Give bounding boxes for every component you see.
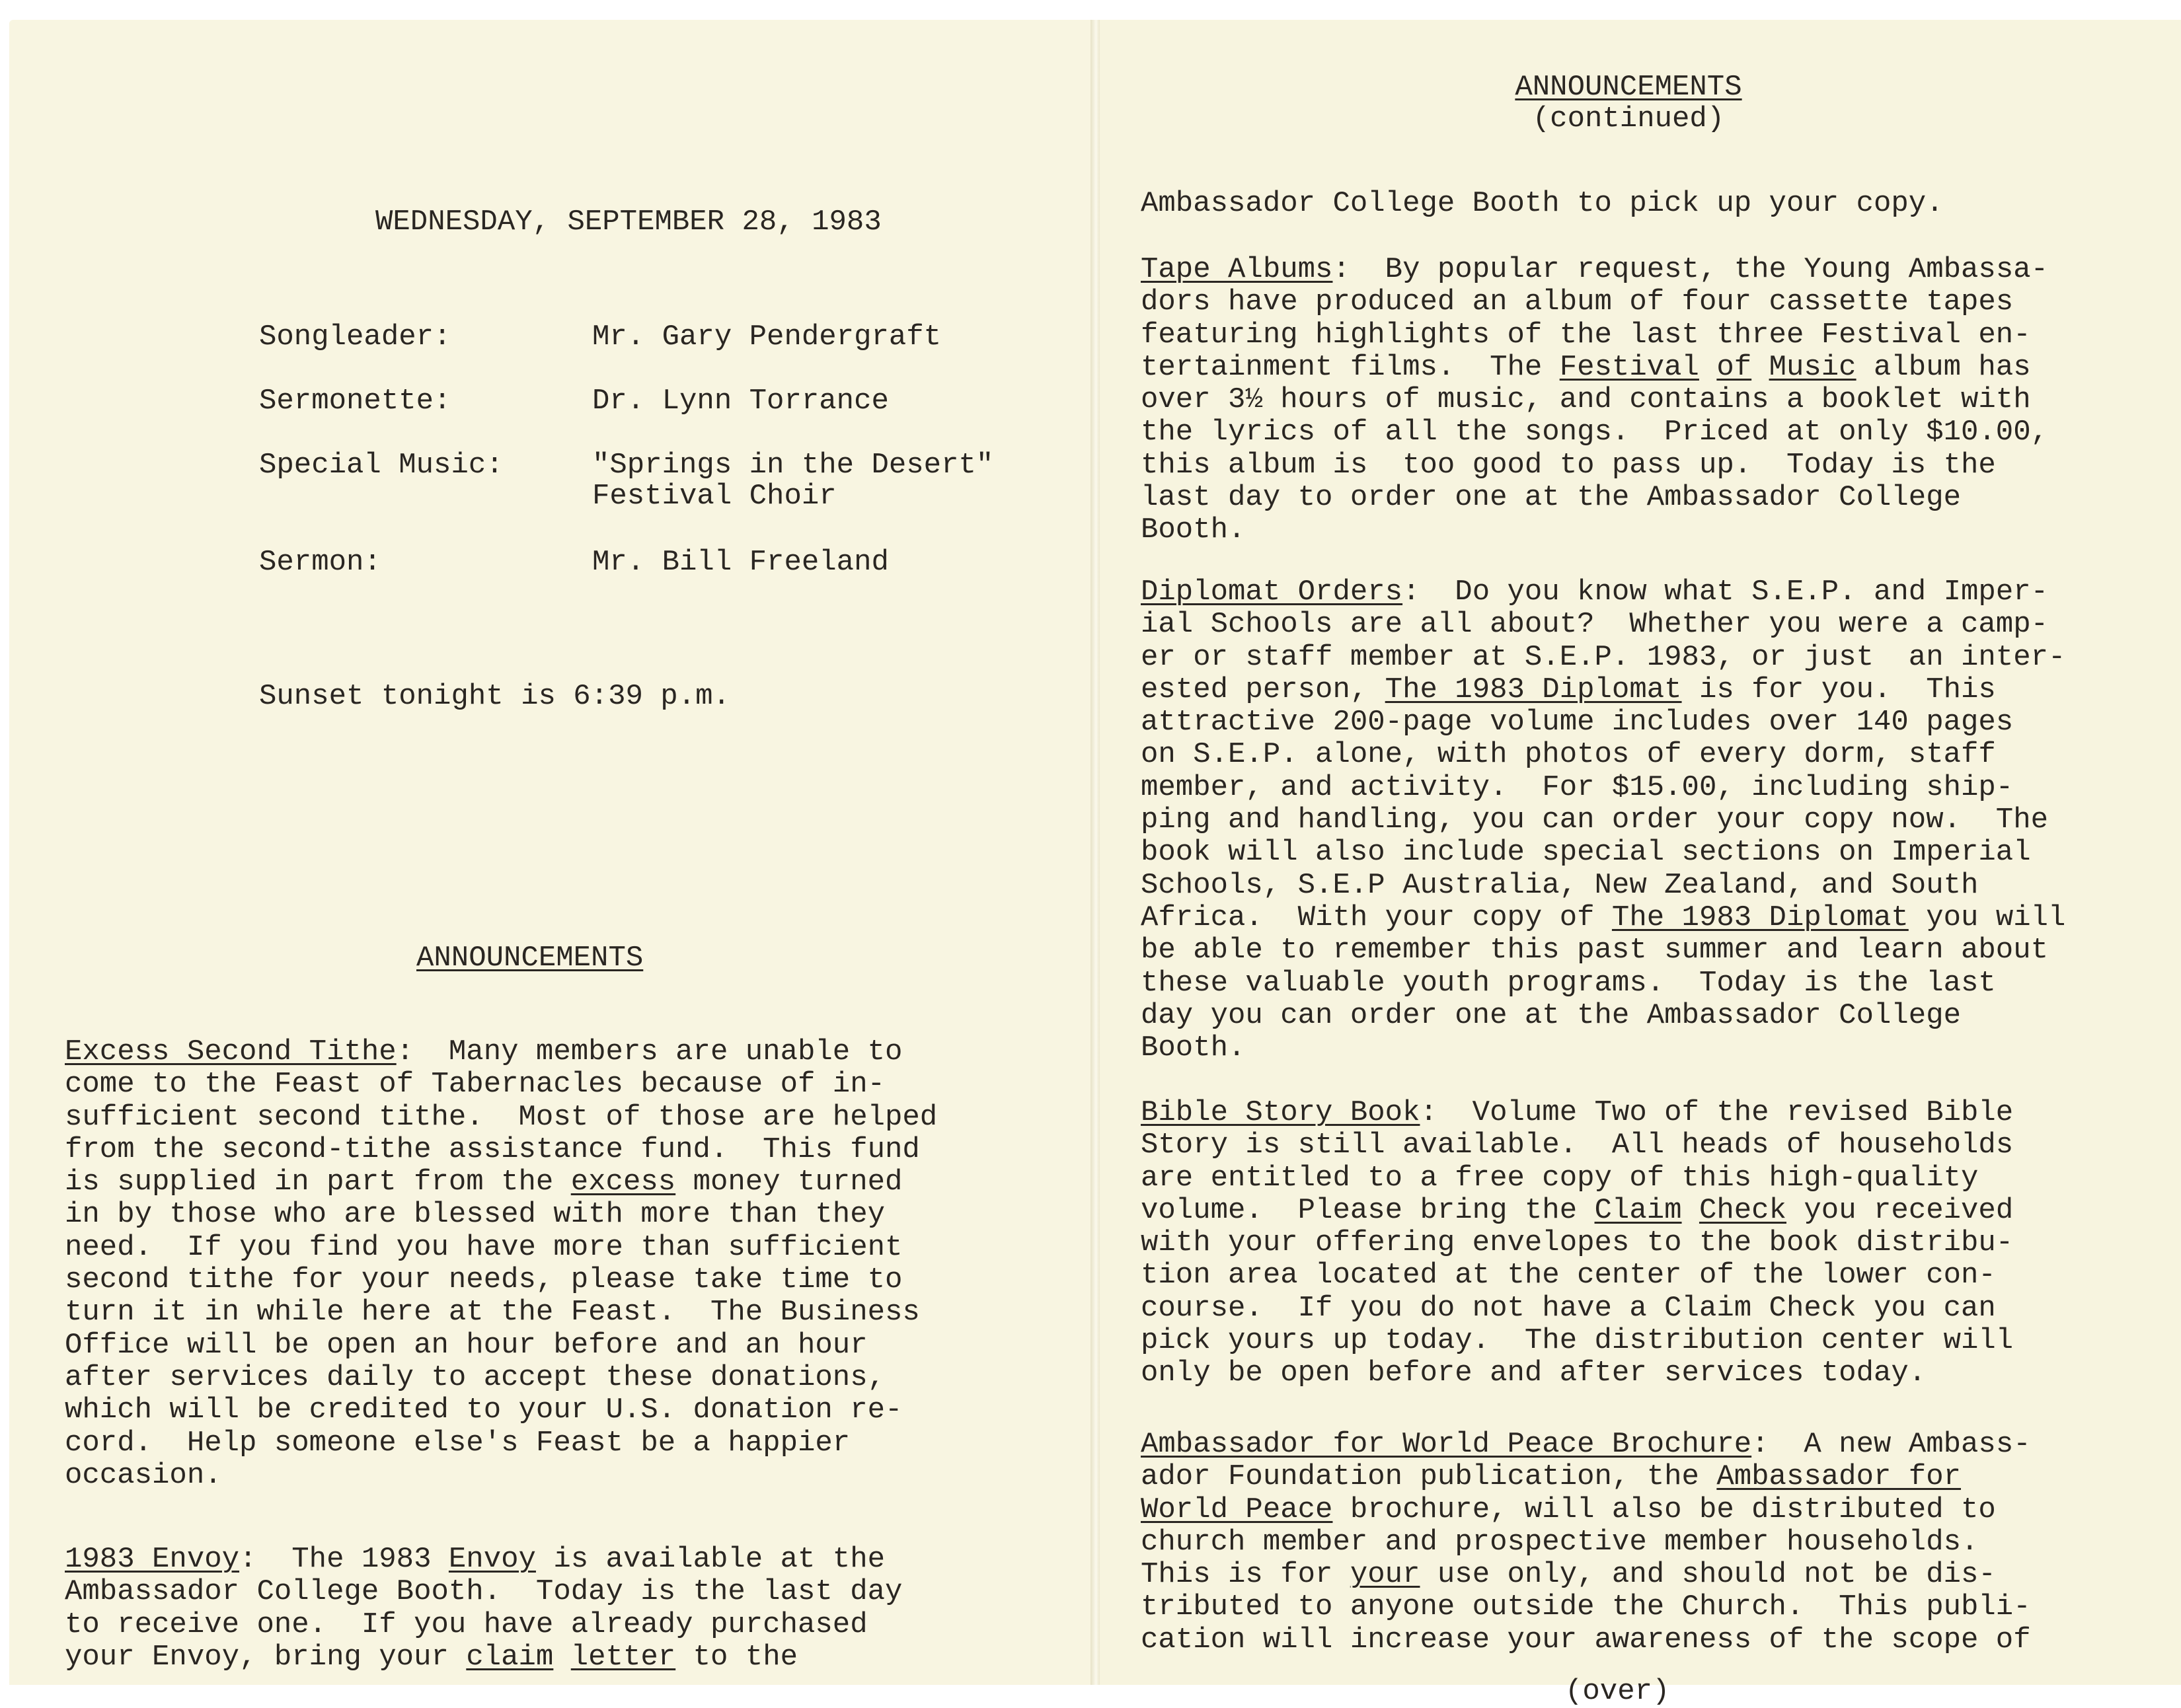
paragraph-line: This is for xyxy=(1141,1558,1350,1592)
program-value-special-music-performer: Festival Choir xyxy=(592,480,837,513)
paragraph-line: money turned xyxy=(675,1166,903,1199)
paragraph-line: you received xyxy=(1786,1193,2014,1227)
claim-word: Claim xyxy=(1594,1193,1682,1227)
paragraph-line: your Envoy, bring your xyxy=(65,1640,467,1674)
world-peace-brochure-paragraph xyxy=(1141,1429,2031,1656)
paragraph-line: sufficient second tithe. Most of those are helped xyxy=(65,1100,938,1134)
envoy-title: 1983 Envoy xyxy=(65,1543,240,1576)
paragraph-line: Schools, S.E.P Australia, New Zealand, and South xyxy=(1141,868,1979,902)
paragraph-line: : A new Ambass- xyxy=(1751,1428,2031,1461)
paragraph-line: be able to remember this past summer and learn about xyxy=(1141,934,2049,967)
letter-word: letter xyxy=(570,1640,676,1674)
paragraph-line: : Many members are unable to xyxy=(396,1035,903,1068)
paragraph-line: tributed to anyone outside the Church. This publi- xyxy=(1141,1590,2031,1624)
bible-story-book-title: Bible Story Book xyxy=(1141,1096,1420,1129)
tape-albums-paragraph xyxy=(1141,254,2048,547)
paragraph-line: are entitled to a free copy of this high-quality xyxy=(1141,1161,1979,1195)
paragraph-line: featuring highlights of the last three Festival en- xyxy=(1141,318,2031,352)
diplomat-book-title: The 1983 Diplomat xyxy=(1385,673,1682,706)
paragraph-line: member, and activity. For $15.00, including ship- xyxy=(1141,770,2014,804)
page-footer-over: (over) xyxy=(1565,1675,1670,1708)
paragraph-line: is for you. This xyxy=(1681,673,1996,706)
paragraph-line: Africa. With your copy of xyxy=(1141,901,1612,934)
paragraph-line: pick yours up today. The distribution center will xyxy=(1141,1324,2014,1358)
program-value-special-music: "Springs in the Desert" xyxy=(592,449,994,482)
paragraph-line: from the second-tithe assistance fund. This fund xyxy=(65,1132,920,1166)
paragraph-line: to receive one. If you have already purchased xyxy=(65,1608,868,1641)
paragraph-line: to the xyxy=(675,1640,798,1674)
paragraph-line: cord. Help someone else's Feast be a happier xyxy=(65,1426,851,1460)
paragraph-line: turn it in while here at the Feast. The Business xyxy=(65,1296,920,1329)
paragraph-line: cation will increase your awareness of the scope of xyxy=(1141,1623,2031,1656)
right-page xyxy=(1100,20,2181,1708)
paragraph-line: : By popular request, the Young Ambassa- xyxy=(1332,253,2049,286)
paragraph-line: after services daily to accept these donations, xyxy=(65,1360,886,1394)
paragraph-line: over 3½ hours of music, and contains a booklet with xyxy=(1141,383,2031,417)
paragraph-line: which will be credited to your U.S. donation re- xyxy=(65,1393,903,1427)
paragraph-line: : The 1983 xyxy=(239,1543,449,1576)
paragraph-line: you will xyxy=(1908,901,2066,934)
paragraph-line: ested person, xyxy=(1141,673,1385,706)
program-role-special-music: Special Music: xyxy=(259,449,504,482)
program-value-sermonette: Dr. Lynn Torrance xyxy=(592,385,889,418)
paragraph-line: these valuable youth programs. Today is the last xyxy=(1141,966,1996,1000)
program-role-sermonette: Sermonette: xyxy=(259,385,451,418)
date-heading: WEDNESDAY, SEPTEMBER 28, 1983 xyxy=(375,205,882,239)
program-role-sermon: Sermon: xyxy=(259,546,381,579)
paragraph-line: is available at the xyxy=(535,1543,886,1576)
check-word: Check xyxy=(1699,1193,1786,1227)
paragraph-line: day you can order one at the Ambassador College xyxy=(1141,998,1962,1032)
envoy-word: Envoy xyxy=(448,1543,536,1576)
paragraph-line: : Do you know what S.E.P. and Imper- xyxy=(1402,576,2049,609)
tape-albums-title: Tape Albums xyxy=(1141,253,1333,286)
paragraph-line: come to the Feast of Tabernacles because of in- xyxy=(65,1068,886,1101)
paragraph-line: last day to order one at the Ambassador College xyxy=(1141,481,1962,515)
paragraph-line: church member and prospective member households. xyxy=(1141,1525,1979,1559)
paragraph-line: volume. Please bring the xyxy=(1141,1193,1595,1227)
paragraph-line: need. If you find you have more than sufficient xyxy=(65,1230,903,1264)
paragraph-line: with your offering envelopes to the book distribu- xyxy=(1141,1226,2014,1260)
paragraph-line: course. If you do not have a Claim Check you can xyxy=(1141,1291,1996,1325)
paragraph-line: tion area located at the center of the lower con- xyxy=(1141,1259,1996,1292)
paragraph-line: is supplied in part from the xyxy=(65,1166,571,1199)
diplomat-orders-paragraph xyxy=(1141,576,2065,1064)
program-role-songleader: Songleader: xyxy=(259,320,451,353)
paragraph-line: : Volume Two of the revised Bible xyxy=(1420,1096,2014,1129)
right-heading-subtitle: (continued) xyxy=(1532,102,1725,135)
diplomat-book-title: The 1983 Diplomat xyxy=(1611,901,1909,934)
excess-word: excess xyxy=(570,1166,676,1199)
envoy-paragraph xyxy=(65,1543,902,1674)
paragraph-line: ping and handling, you can order your copy now. The xyxy=(1141,803,2049,837)
paragraph-line: attractive 200-page volume includes over 140 pages xyxy=(1141,706,2014,739)
excess-second-tithe-paragraph xyxy=(65,1036,937,1492)
paragraph-line: Booth. xyxy=(1141,513,1246,547)
paragraph-line: second tithe for your needs, please take time to xyxy=(65,1263,903,1297)
bible-story-book-paragraph xyxy=(1141,1097,2013,1390)
your-word: your xyxy=(1350,1558,1420,1592)
left-page xyxy=(9,20,1100,1685)
paragraph-line: dors have produced an album of four cassette tapes xyxy=(1141,285,2014,319)
of-word: of xyxy=(1716,350,1752,384)
claim-word: claim xyxy=(466,1640,554,1674)
announcements-continued-heading xyxy=(1100,71,2157,135)
paragraph-line: er or staff member at S.E.P. 1983, or just an inter- xyxy=(1141,640,2066,674)
paragraph-line: brochure, will also be distributed to xyxy=(1332,1493,1996,1526)
paragraph-line: only be open before and after services today. xyxy=(1141,1356,1927,1390)
paragraph-line: Office will be open an hour before and an hour xyxy=(65,1328,868,1362)
announcements-heading: ANNOUNCEMENTS xyxy=(416,942,644,975)
paragraph-line: tertainment films. The xyxy=(1141,350,1560,384)
paragraph-line: Booth. xyxy=(1141,1031,1246,1065)
world-peace-brochure-title: Ambassador for World Peace Brochure xyxy=(1141,1428,1752,1461)
brochure-title-part2: World Peace xyxy=(1141,1493,1333,1526)
intro-line: Ambassador College Booth to pick up your copy. xyxy=(1141,187,1944,220)
paragraph-line: album has xyxy=(1856,350,2031,384)
page-fold xyxy=(1090,20,1100,1685)
excess-second-tithe-title: Excess Second Tithe xyxy=(65,1035,397,1068)
paragraph-line: ador Foundation publication, the xyxy=(1141,1460,1717,1494)
sunset-time: Sunset tonight is 6:39 p.m. xyxy=(259,680,730,713)
music-word: Music xyxy=(1769,350,1856,384)
paragraph-line: book will also include special sections on Imperial xyxy=(1141,836,2031,870)
program-value-sermon: Mr. Bill Freeland xyxy=(592,546,889,579)
paragraph-line: Ambassador College Booth. Today is the last day xyxy=(65,1575,903,1609)
brochure-title-part1: Ambassador for xyxy=(1716,1460,1962,1494)
paragraph-line: Story is still available. All heads of households xyxy=(1141,1129,2014,1162)
paragraph-line: the lyrics of all the songs. Priced at only $10.00, xyxy=(1141,416,2049,449)
program-value-songleader: Mr. Gary Pendergraft xyxy=(592,320,942,353)
paragraph-line: occasion. xyxy=(65,1458,222,1492)
paragraph-line: in by those who are blessed with more than they xyxy=(65,1198,886,1232)
paragraph-line: ial Schools are all about? Whether you were a camp- xyxy=(1141,608,2049,642)
paragraph-line: this album is too good to pass up. Today is the xyxy=(1141,448,1996,482)
festival-word: Festival xyxy=(1559,350,1699,384)
paragraph-line: use only, and should not be dis- xyxy=(1420,1558,1996,1592)
diplomat-orders-title: Diplomat Orders xyxy=(1141,576,1403,609)
right-heading-title: ANNOUNCEMENTS xyxy=(1515,71,1742,104)
paragraph-line: on S.E.P. alone, with photos of every dorm, staff xyxy=(1141,738,1996,772)
